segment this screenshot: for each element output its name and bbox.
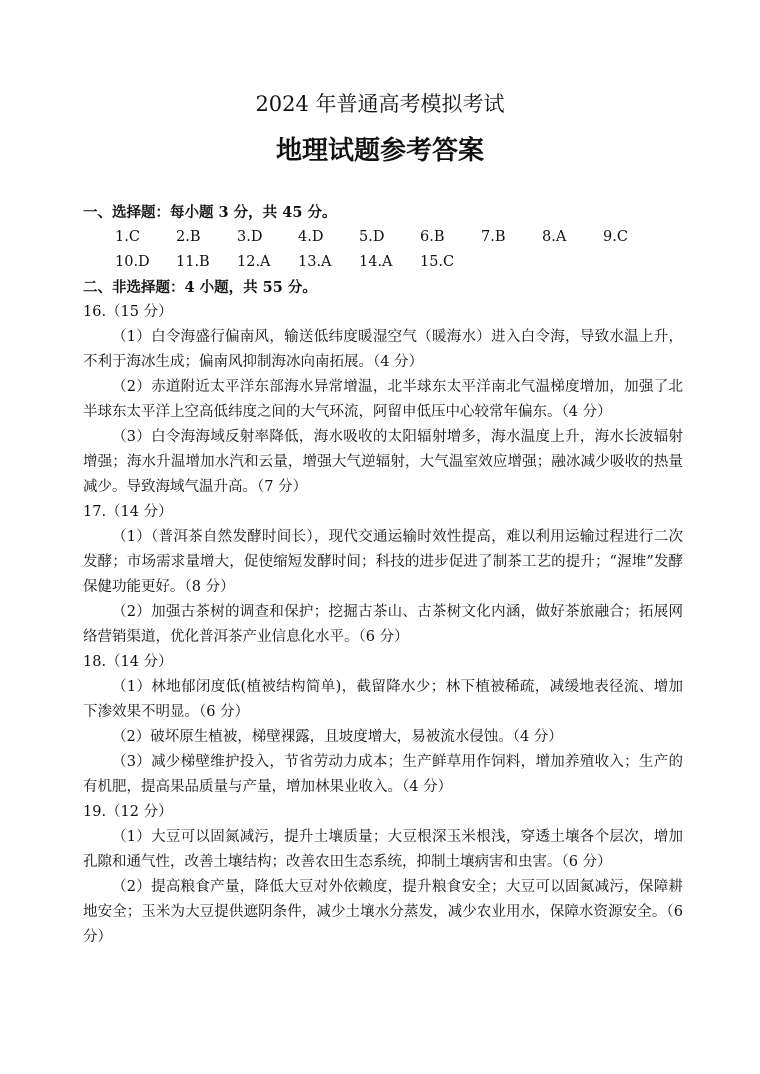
question-19-answer-1: （1）大豆可以固氮减污，提升土壤质量；大豆根深玉米根浅，穿透土壤各个层次，增加孔隙和通气性，改善土壤结构；改善农田生态系统，抑制土壤病害和虫害。（6 分） <box>83 829 683 870</box>
question-16-answer-2: （2）赤道附近太平洋东部海水异常增温，北半球东太平洋南北气温梯度增加，加强了北半球东太平洋上空高低纬度之间的大气环流，阿留申低压中心较常年偏东。（4 分） <box>83 379 683 420</box>
question-18-label: 18.（14 分） <box>83 654 173 670</box>
answer-item: 10.D <box>115 254 150 270</box>
answer-item: 14.A <box>359 254 393 270</box>
question-18-answer-3: （3）减少梯壁维护投入，节省劳动力成本；生产鲜草用作饲料，增加养殖收入；生产的有机肥，提高果品质量与产量，增加林果业收入。（4 分） <box>83 754 683 795</box>
question-18-answer-2: （2）破坏原生植被，梯壁裸露，且坡度增大，易被流水侵蚀。（4 分） <box>112 729 563 745</box>
answer-row-1 <box>83 225 683 250</box>
answer-content <box>83 200 683 950</box>
document-subtitle: 地理试题参考答案 <box>275 136 484 166</box>
answer-item: 12.A <box>237 254 271 270</box>
question-17-label: 17.（14 分） <box>83 504 173 520</box>
question-16-answer-1: （1）白令海盛行偏南风，输送低纬度暖湿空气（暖海水）进入白令海，导致水温上升，不利于海冰生成；偏南风抑制海冰向南拓展。（4 分） <box>83 329 683 370</box>
question-18-answer-1: （1）林地郁闭度低(植被结构简单)，截留降水少；林下植被稀疏，减缓地表径流、增加下渗效果不明显。（6 分） <box>83 679 683 720</box>
answer-item: 1.C <box>115 229 140 245</box>
question-17-answer-1: （1）（普洱茶自然发酵时间长），现代交通运输时效性提高，难以利用运输过程进行二次发酵；市场需求量增大，促使缩短发酵时间；科技的进步促进了制茶工艺的提升；“渥堆”发酵保健功能更好。（8 分） <box>83 529 683 595</box>
section1-heading: 一、选择题：每小题 3 分，共 45 分。 <box>83 204 337 221</box>
answer-item: 15.C <box>420 254 455 270</box>
answer-item: 3.D <box>237 229 263 245</box>
answer-item: 13.A <box>298 254 332 270</box>
answer-item: 7.B <box>481 229 506 245</box>
question-17-answer-2: （2）加强古茶树的调查和保护；挖掘古茶山、古茶树文化内涵，做好茶旅融合；拓展网络营销渠道，优化普洱茶产业信息化水平。（6 分） <box>83 604 683 645</box>
section2-heading: 二、非选择题：4 小题，共 55 分。 <box>83 279 317 296</box>
question-16-answer-3: （3）白令海海域反射率降低，海水吸收的太阳辐射增多，海水温度上升，海水长波辐射增强；海水升温增加水汽和云量，增强大气逆辐射，大气温室效应增强；融冰减少吸收的热量减少。导致海域气温升高。（7 分） <box>83 429 683 495</box>
question-16-label: 16.（15 分） <box>83 304 173 320</box>
answer-row-2 <box>83 250 683 275</box>
question-19-answer-2: （2）提高粮食产量，降低大豆对外依赖度，提升粮食安全；大豆可以固氮减污，保障耕地安全；玉米为大豆提供遮阴条件，减少土壤水分蒸发，减少农业用水，保障水资源安全。（6 分） <box>83 879 683 945</box>
answer-item: 11.B <box>176 254 210 270</box>
question-19-label: 19.（12 分） <box>83 804 173 820</box>
exam-title: 2024 年普通高考模拟考试 <box>255 92 505 116</box>
answer-item: 6.B <box>420 229 445 245</box>
answer-item: 5.D <box>359 229 385 245</box>
answer-item: 9.C <box>603 229 628 245</box>
answer-item: 2.B <box>176 229 201 245</box>
answer-item: 4.D <box>298 229 324 245</box>
answer-item: 8.A <box>542 229 567 245</box>
